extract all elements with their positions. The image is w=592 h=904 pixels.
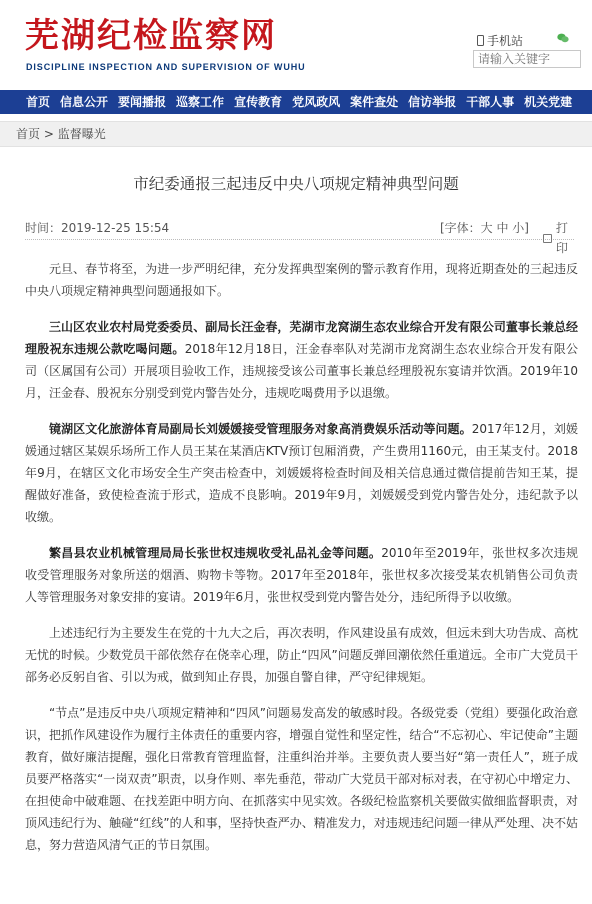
paragraph-text: 元旦、春节将至，为进一步严明纪律，充分发挥典型案例的警示教育作用，现将近期查处的三起违反中央八项规定精神典型问题通报如下。 (25, 262, 578, 298)
print-label: 打印 (555, 221, 568, 255)
wechat-icon[interactable] (557, 33, 569, 43)
nav-item-info-disclosure[interactable]: 信息公开 (60, 95, 109, 109)
mobile-site-link[interactable] (477, 32, 523, 49)
phone-icon (477, 35, 484, 46)
search-input[interactable] (473, 50, 581, 68)
paragraph-lead: 繁昌县农业机械管理局局长张世权违规收受礼品礼金等问题。 (49, 546, 382, 560)
nav-item-news[interactable]: 要闻播报 (118, 95, 167, 109)
nav-item-personnel[interactable]: 干部人事 (466, 95, 515, 109)
print-button[interactable] (543, 218, 574, 258)
article-paragraph (25, 258, 578, 302)
article-paragraph (25, 418, 578, 528)
breadcrumb (0, 121, 592, 147)
nav-item-petition[interactable]: 信访举报 (408, 95, 457, 109)
article-body (25, 258, 578, 870)
nav-item-inspection[interactable]: 巡察工作 (176, 95, 225, 109)
nav-item-case-investigation[interactable]: 案件查处 (350, 95, 399, 109)
breadcrumb-separator: > (43, 127, 54, 141)
article-meta (25, 218, 574, 255)
nav-item-party-conduct[interactable]: 党风政风 (292, 95, 341, 109)
publish-time: 时间：2019-12-25 15:54 (25, 221, 170, 235)
nav-item-home[interactable]: 首页 (26, 95, 51, 109)
paragraph-text: 上述违纪行为主要发生在党的十九大之后，再次表明，作风建设虽有成效，但远未到大功告成、高枕无忧的时候。少数党员干部依然存在侥幸心理，防止“四风”问题反弹回潮依然任重道远。全市广大党员干部务必反躬自省、引以为戒，做到知止存畏，加强自警自律，严守纪律规矩。 (25, 626, 578, 684)
font-size-control[interactable]: [字体：大 中 小] (440, 221, 529, 235)
mobile-site-label: 手机站 (487, 34, 524, 48)
article-paragraph (25, 622, 578, 688)
site-header (0, 0, 592, 88)
paragraph-text: 2017年12月，刘媛媛通过辖区某娱乐场所工作人员王某在某酒店KTV预订包厢消费，产生费用1160元，由王某支付。2018年9月，在辖区文化市场安全生产突击检查中，刘媛媛将检查时间及相关信息通过微信提前告知王某，提醒做好准备，致使检查流于形式，造成不良影响。2019年9月，刘媛媛受到党内警告处分，违纪款予以收缴。 (25, 422, 578, 524)
breadcrumb-home[interactable]: 首页 (16, 127, 41, 141)
site-logo-subtitle: DISCIPLINE INSPECTION AND SUPERVISION OF WUHU (26, 62, 306, 72)
site-logo-title[interactable]: 芜湖纪检监察网 (25, 16, 277, 56)
article-paragraph (25, 702, 578, 856)
printer-icon (543, 234, 552, 243)
article-paragraph (25, 542, 578, 608)
main-nav (0, 90, 592, 114)
paragraph-lead: 镜湖区文化旅游体育局副局长刘媛媛接受管理服务对象高消费娱乐活动等问题。 (49, 422, 472, 436)
breadcrumb-current[interactable]: 监督曝光 (57, 127, 106, 141)
paragraph-lead: 三山区农业农村局党委委员、副局长汪金春，芜湖市龙窝湖生态农业综合开发有限公司董事长兼总经理殷祝东违规公款吃喝问题。 (25, 320, 578, 356)
nav-item-education[interactable]: 宣传教育 (234, 95, 283, 109)
paragraph-text: 2018年12月18日，汪金春率队对芜湖市龙窝湖生态农业综合开发有限公司（区属国有公司）开展项目验收工作，违规接受该公司董事长兼总经理殷祝东宴请并饮酒。2019年10月，汪金春、殷祝东分别受到党内警告处分，违规吃喝费用予以退缴。 (25, 342, 578, 400)
paragraph-text: “节点”是违反中央八项规定精神和“四风”问题易发高发的敏感时段。各级党委（党组）要强化政治意识，把抓作风建设作为履行主体责任的重要内容，增强自觉性和坚定性，结合“不忘初心、牢记使命”主题教育，做好廉洁提醒，强化日常教育管理监督，注重纠治并举。主要负责人要当好“第一责任人”，班子成员要严格落实“一岗双责”职责，以身作则、率先垂范，带动广大党员干部对标对表，在守初心中增定力、在担使命中破难题、在找差距中明方向、在抓落实中见实效。各级纪检监察机关要做实做细监督职责，对顶风违纪行为、触碰“红线”的人和事，坚持快查严办、精准发力，对违规违纪问题一律从严处理、决不姑息，努力营造风清气正的节日氛围。 (25, 706, 578, 852)
article-title: 市纪委通报三起违反中央八项规定精神典型问题 (133, 175, 459, 193)
nav-item-party-building[interactable]: 机关党建 (524, 95, 573, 109)
article-paragraph (25, 316, 578, 404)
paragraph-text: 2010年至2019年，张世权多次违规收受管理服务对象所送的烟酒、购物卡等物。2017年至2018年，张世权多次接受某农机销售公司负责人等管理服务对象安排的宴请。2019年6月，张世权受到党内警告处分，违纪所得予以收缴。 (25, 546, 578, 604)
